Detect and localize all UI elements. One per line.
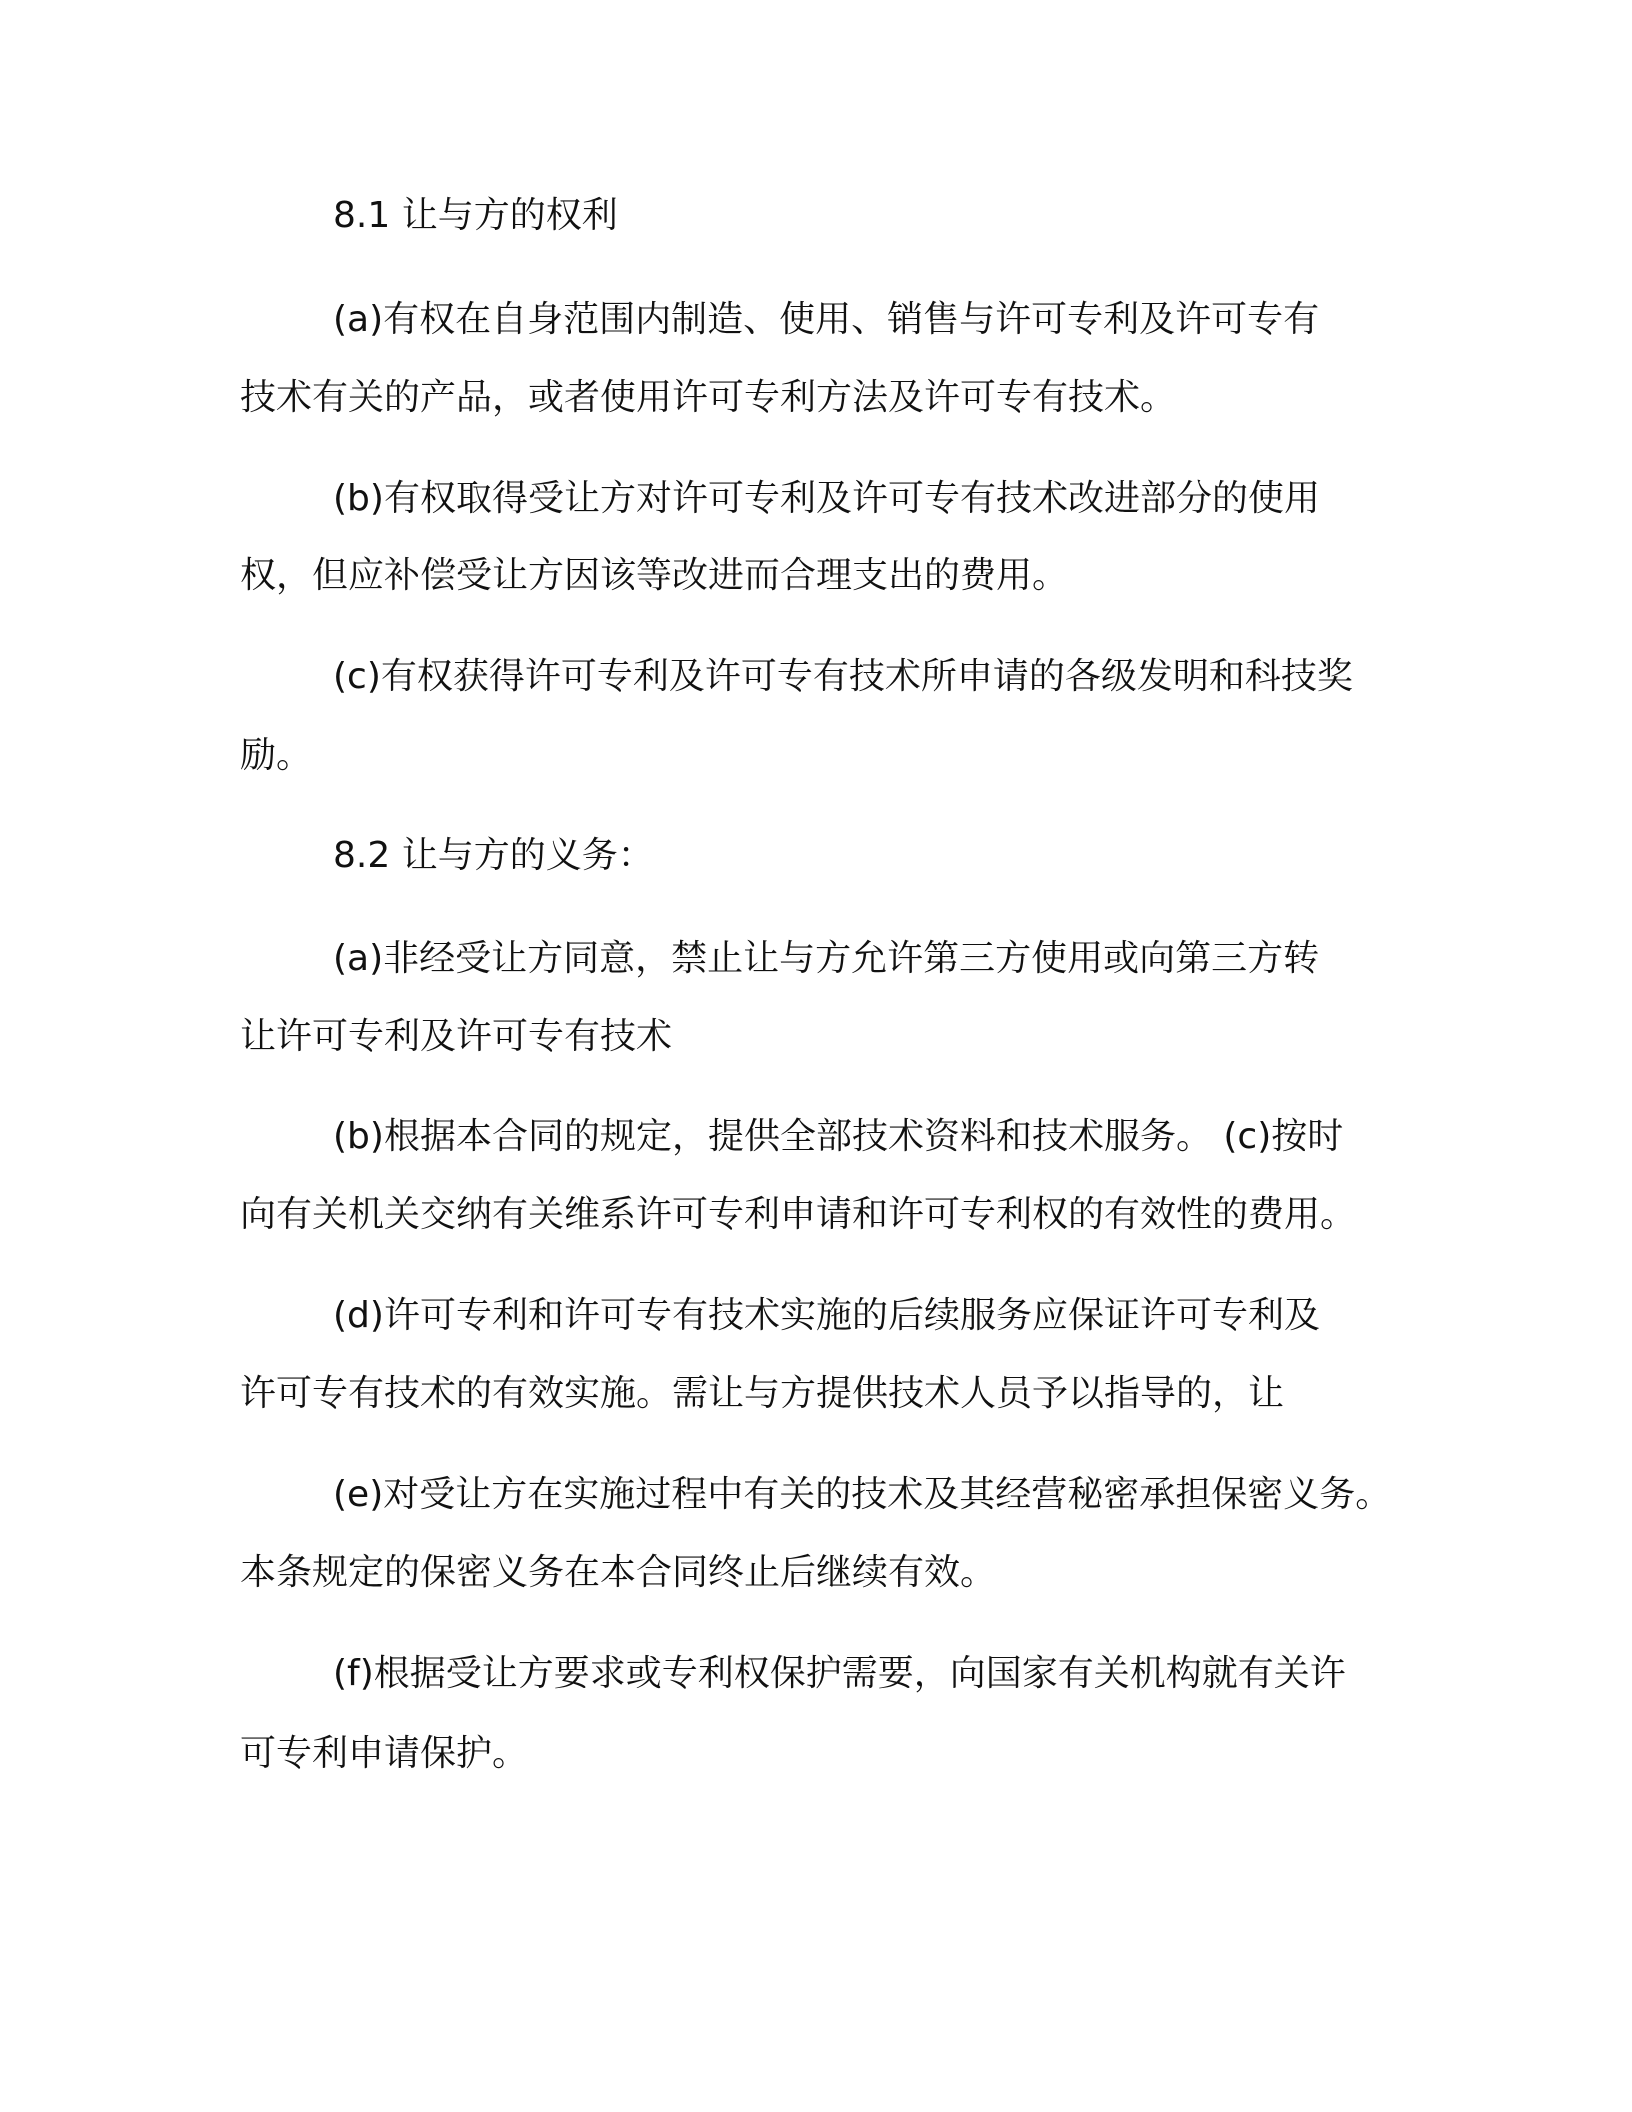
section-8-1-heading: 8.1 让与方的权利 xyxy=(333,195,618,236)
section-8-2-heading: 8.2 让与方的义务： xyxy=(333,835,654,876)
section-8-2-item-d-line-1: (d)许可专利和许可专有技术实施的后续服务应保证许可专利及 xyxy=(333,1295,1320,1336)
section-8-2-item-b-line-1: (b)根据本合同的规定，提供全部技术资料和技术服务。 (c)按时 xyxy=(333,1116,1344,1157)
section-8-1-item-c-line-1: (c)有权获得许可专利及许可专有技术所申请的各级发明和科技奖 xyxy=(333,656,1353,697)
section-8-2-item-b-line-2: 向有关机关交纳有关维系许可专利申请和许可专利权的有效性的费用。 xyxy=(240,1194,1357,1235)
section-8-1-item-a-line-2: 技术有关的产品，或者使用许可专利方法及许可专有技术。 xyxy=(240,377,1177,418)
section-8-2-item-e-line-1: (e)对受让方在实施过程中有关的技术及其经营秘密承担保密义务。 xyxy=(333,1474,1392,1515)
section-8-2-item-d-line-2: 许可专有技术的有效实施。需让与方提供技术人员予以指导的，让 xyxy=(240,1373,1285,1414)
section-8-2-item-a-line-1: (a)非经受让方同意，禁止让与方允许第三方使用或向第三方转 xyxy=(333,938,1320,979)
section-8-1-item-c-line-2: 励。 xyxy=(240,735,313,776)
section-8-1-item-a-line-1: (a)有权在自身范围内制造、使用、销售与许可专利及许可专有 xyxy=(333,299,1320,340)
section-8-2-item-e-line-2: 本条规定的保密义务在本合同终止后继续有效。 xyxy=(240,1552,997,1593)
section-8-2-item-f-line-1: (f)根据受让方要求或专利权保护需要，向国家有关机构就有关许 xyxy=(333,1653,1346,1694)
section-8-1-item-b-line-1: (b)有权取得受让方对许可专利及许可专有技术改进部分的使用 xyxy=(333,478,1320,519)
section-8-2-item-f-line-2: 可专利申请保护。 xyxy=(240,1733,529,1774)
section-8-1-item-b-line-2: 权，但应补偿受让方因该等改进而合理支出的费用。 xyxy=(240,555,1069,596)
section-8-2-item-a-line-2: 让许可专利及许可专有技术 xyxy=(240,1016,673,1057)
